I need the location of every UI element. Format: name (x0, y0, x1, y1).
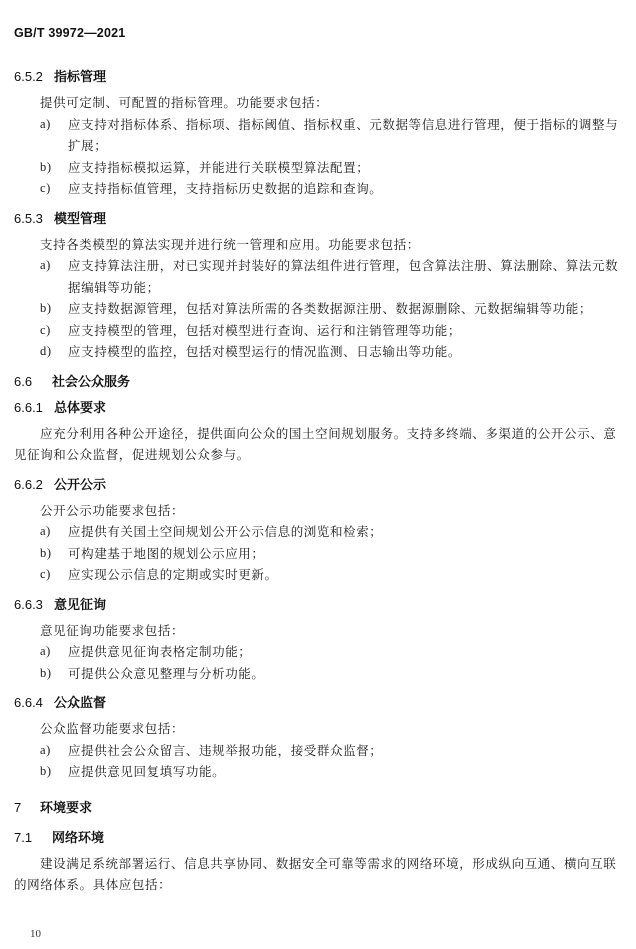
list-item (14, 320, 620, 342)
list-item (14, 157, 620, 179)
section-number: 6.6.2 (14, 476, 43, 492)
list-item-text: 应支持数据源管理，包括对算法所需的各类数据源注册、数据源删除、元数据编辑等功能； (68, 301, 593, 316)
section-number: 7.1 (14, 829, 33, 845)
section-title: 模型管理 (54, 211, 107, 227)
list-item (14, 543, 620, 565)
section-body: 建设满足系统部署运行、信息共享协同、数据安全可靠等需求的网络环境，形成纵向互通、横向互联的网络体系。具体应包括： (14, 855, 617, 892)
section-heading-6-5-2 (14, 66, 620, 88)
list-marker: a) (40, 524, 51, 538)
list-item-text: 应提供有关国土空间规划公开公示信息的浏览和检索； (68, 524, 383, 539)
list-item (14, 761, 620, 783)
list-item-text: 应支持模型的管理，包括对模型进行查询、运行和注销管理等功能； (68, 322, 462, 338)
list-item (14, 178, 620, 200)
section-body: 应充分利用各种公开途径，提供面向公众的国土空间规划服务。支持多终端、多渠道的公开公示、意见征询和公众监督，促进规划公众参与。 (14, 425, 617, 462)
list-marker: b) (40, 301, 52, 315)
section-heading-6-6-2 (14, 474, 620, 496)
list-item (14, 341, 620, 363)
section-number: 6.6.1 (14, 399, 43, 415)
list-marker: c) (40, 181, 51, 195)
section-heading-6-6-3 (14, 594, 620, 616)
section-number: 6.5.2 (14, 69, 43, 84)
list-item-text: 应支持模型的监控，包括对模型运行的情况监测、日志输出等功能。 (68, 344, 462, 359)
section-intro: 提供可定制、可配置的指标管理。功能要求包括： (40, 95, 329, 110)
list-item-text: 应实现公示信息的定期或实时更新。 (68, 567, 278, 582)
list-marker: c) (40, 322, 51, 337)
list-item (14, 521, 620, 543)
section-number: 6.6.4 (14, 695, 43, 710)
section-heading-6-5-3 (14, 208, 620, 230)
list-item-text: 应支持指标值管理，支持指标历史数据的追踪和查询。 (68, 181, 383, 196)
section-number: 6.5.3 (14, 210, 43, 226)
section-number: 6.6.3 (14, 596, 43, 612)
section-title: 总体要求 (54, 400, 107, 416)
list-marker: b) (40, 764, 52, 778)
section-heading-7-1 (14, 827, 620, 849)
section-number: 7 (14, 799, 22, 815)
section-heading-6-6-1 (14, 397, 620, 419)
section-number: 6.6 (14, 373, 33, 389)
list-marker: b) (40, 159, 52, 174)
page-number: 10 (30, 928, 41, 940)
list-marker: a) (40, 116, 51, 131)
section-title: 社会公众服务 (52, 374, 131, 390)
list-marker: a) (40, 742, 51, 757)
list-item-text: 可提供公众意见整理与分析功能。 (68, 665, 265, 681)
list-item (14, 740, 620, 762)
section-title: 公众监督 (54, 696, 107, 711)
section-intro: 公开公示功能要求包括： (40, 502, 185, 518)
section-intro: 意见征询功能要求包括： (40, 622, 185, 638)
list-item (14, 663, 620, 685)
document-body (14, 66, 620, 896)
list-item-text: 应支持指标模拟运算，并能进行关联模型算法配置； (68, 159, 370, 175)
list-marker: b) (40, 545, 52, 560)
section-heading-6-6-4 (14, 692, 620, 714)
list-item-text: 应支持算法注册，对已实现并封装好的算法组件进行管理，包含算法注册、算法删除、算法元数据编辑等功能； (68, 258, 619, 295)
section-intro: 支持各类模型的算法实现并进行统一管理和应用。功能要求包括： (40, 236, 420, 252)
list-item (14, 255, 620, 298)
list-marker: d) (40, 344, 52, 358)
list-item-text: 可构建基于地图的规划公示应用； (68, 545, 265, 561)
standard-code: GB/T 39972—2021 (14, 26, 126, 40)
section-title: 环境要求 (40, 800, 93, 816)
list-item-text: 应提供意见回复填写功能。 (68, 764, 226, 779)
list-item-text: 应提供社会公众留言、违规举报功能，接受群众监督； (68, 742, 383, 758)
list-marker: a) (40, 258, 51, 272)
section-title: 意见征询 (54, 597, 107, 613)
list-marker: a) (40, 644, 51, 658)
section-title: 公开公示 (54, 477, 107, 493)
list-item (14, 114, 620, 157)
list-item (14, 564, 620, 586)
list-item (14, 298, 620, 320)
list-marker: c) (40, 567, 51, 581)
section-title: 指标管理 (54, 70, 107, 85)
section-intro: 公众监督功能要求包括： (40, 721, 185, 736)
section-title: 网络环境 (52, 830, 105, 846)
list-item-text: 应支持对指标体系、指标项、指标阈值、指标权重、元数据等信息进行管理，便于指标的调整与扩展； (68, 116, 619, 153)
list-marker: b) (40, 665, 52, 680)
list-item-text: 应提供意见征询表格定制功能； (68, 644, 252, 659)
section-heading-7 (14, 797, 620, 819)
list-item (14, 641, 620, 663)
section-heading-6-6 (14, 371, 620, 393)
